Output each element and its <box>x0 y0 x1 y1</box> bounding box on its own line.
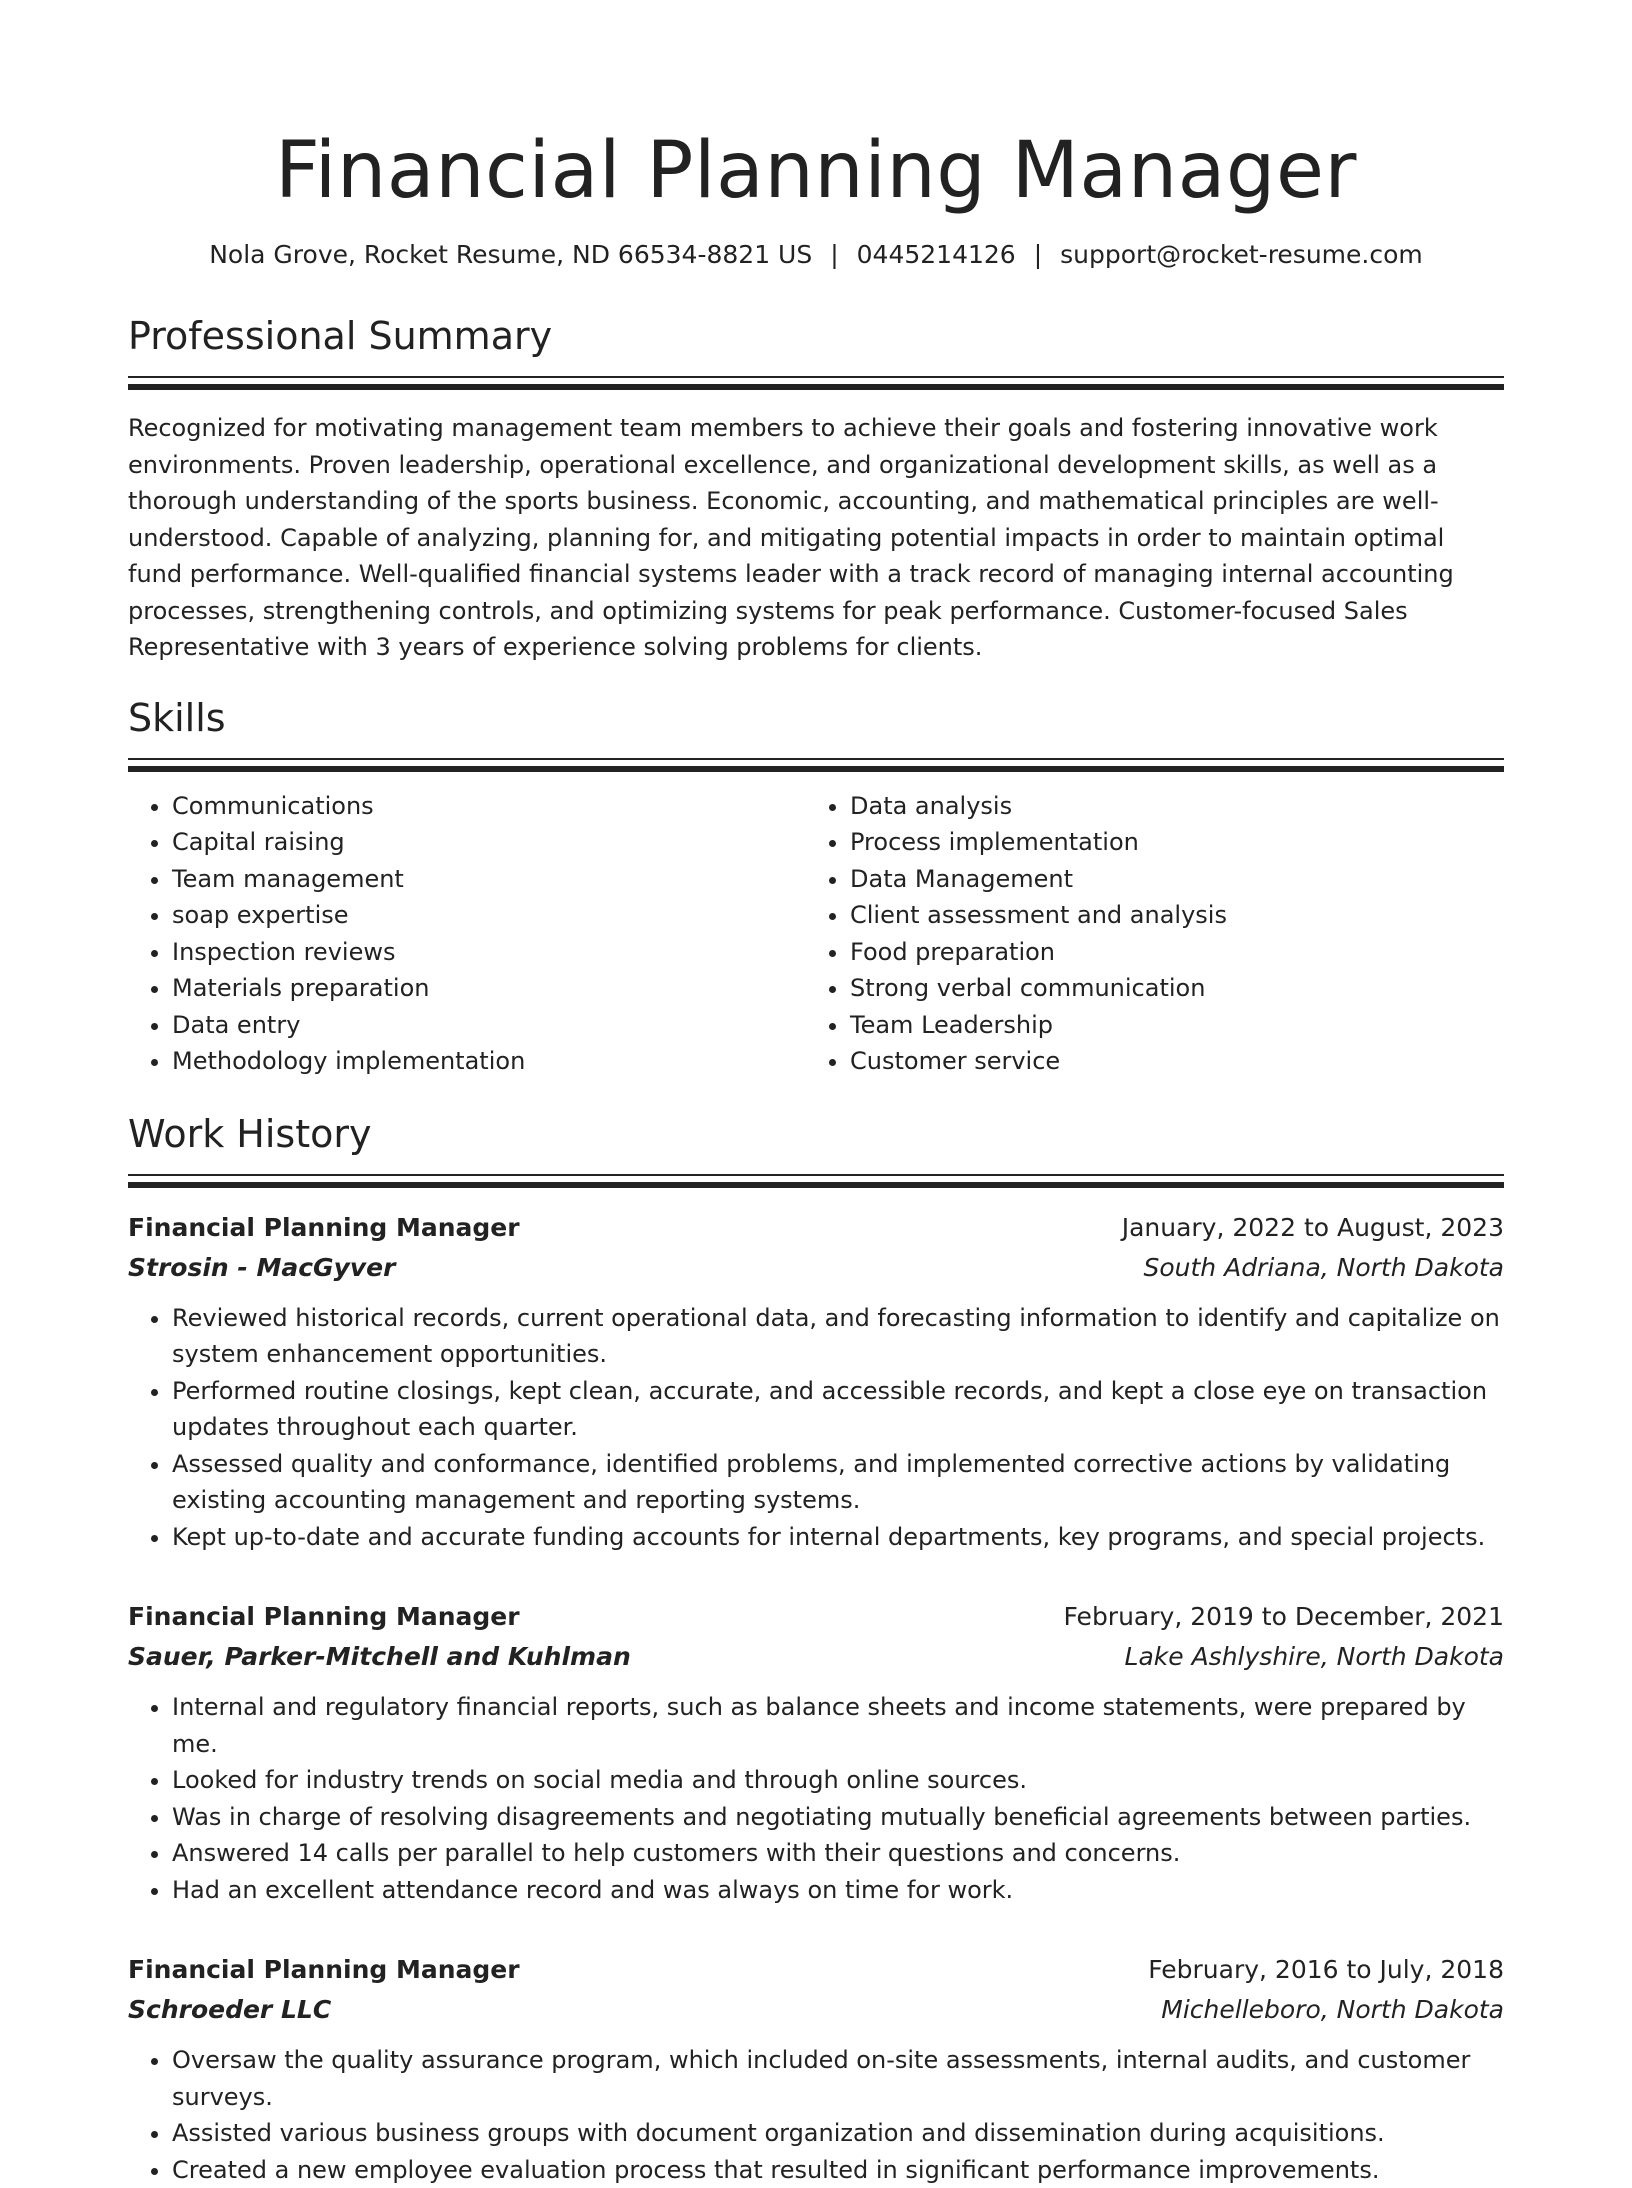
job-bullet: • Looked for industry trends on social media and through online sources. <box>172 1762 1504 1799</box>
job-bullet: • Had an excellent attendance record and was always on time for work. <box>172 1872 1504 1909</box>
section-divider <box>128 376 1504 378</box>
job-title: Financial Planning Manager <box>128 1597 520 1637</box>
job-bullets <box>128 2042 1504 2188</box>
resume-title: Financial Planning Manager <box>128 0 1504 224</box>
job-entry <box>128 1950 1504 2188</box>
work-history-section <box>128 1110 1504 2188</box>
job-company-row <box>128 1248 1504 1288</box>
job-location: South Adriana, North Dakota <box>1143 1248 1504 1288</box>
contact-line <box>128 238 1504 272</box>
job-bullet: • Answered 14 calls per parallel to help customers with their questions and concerns. <box>172 1835 1504 1872</box>
job-dates: January, 2022 to August, 2023 <box>1122 1208 1504 1248</box>
job-bullet: • Assisted various business groups with document organization and dissemination during acquisitions. <box>172 2115 1504 2152</box>
skill-item: • Team Leadership <box>850 1007 1484 1044</box>
summary-heading: Professional Summary <box>128 312 1504 360</box>
job-title: Financial Planning Manager <box>128 1950 520 1990</box>
job-bullet: • Was in charge of resolving disagreements and negotiating mutually beneficial agreements between parties. <box>172 1799 1504 1836</box>
skill-item: • soap expertise <box>172 897 806 934</box>
contact-separator: | <box>830 238 838 272</box>
contact-phone: 0445214126 <box>857 240 1016 269</box>
job-dates: February, 2019 to December, 2021 <box>1064 1597 1504 1637</box>
job-header-row <box>128 1597 1504 1637</box>
skill-item: • Food preparation <box>850 934 1484 971</box>
skills-list-left <box>128 788 806 1080</box>
job-bullets <box>128 1300 1504 1556</box>
skill-item: • Client assessment and analysis <box>850 897 1484 934</box>
section-divider <box>128 1174 1504 1176</box>
skill-item: • Data Management <box>850 861 1484 898</box>
job-location: Lake Ashlyshire, North Dakota <box>1125 1637 1504 1677</box>
job-company-row <box>128 1637 1504 1677</box>
section-divider <box>128 758 1504 760</box>
resume-page <box>128 0 1504 2112</box>
section-divider-thick <box>128 1182 1504 1188</box>
skill-item: • Methodology implementation <box>172 1043 806 1080</box>
job-dates: February, 2016 to July, 2018 <box>1148 1950 1504 1990</box>
job-location: Michelleboro, North Dakota <box>1161 1990 1504 2030</box>
job-company: Strosin - MacGyver <box>128 1248 395 1288</box>
job-bullet: • Created a new employee evaluation process that resulted in significant performance improvements. <box>172 2152 1504 2188</box>
skills-list-right <box>806 788 1484 1080</box>
job-entry <box>128 1597 1504 1908</box>
job-bullet: • Oversaw the quality assurance program, which included on-site assessments, internal audits, and customer surveys. <box>172 2042 1504 2115</box>
skill-item: • Strong verbal communication <box>850 970 1484 1007</box>
job-bullet: • Performed routine closings, kept clean, accurate, and accessible records, and kept a close eye on transaction updates throughout each quarter. <box>172 1373 1504 1446</box>
skill-item: • Customer service <box>850 1043 1484 1080</box>
job-bullet: • Kept up-to-date and accurate funding accounts for internal departments, key programs, and special projects. <box>172 1519 1504 1556</box>
skill-item: • Inspection reviews <box>172 934 806 971</box>
contact-address: Nola Grove, Rocket Resume, ND 66534-8821 US <box>209 240 812 269</box>
skill-item: • Team management <box>172 861 806 898</box>
job-header-row <box>128 1950 1504 1990</box>
skills-section <box>128 694 1504 1080</box>
job-title: Financial Planning Manager <box>128 1208 520 1248</box>
work-history-heading: Work History <box>128 1110 1504 1158</box>
job-company: Schroeder LLC <box>128 1990 331 2030</box>
job-company-row <box>128 1990 1504 2030</box>
section-divider-thick <box>128 384 1504 390</box>
job-bullet: • Reviewed historical records, current operational data, and forecasting information to identify and capitalize on system enhancement opportunities. <box>172 1300 1504 1373</box>
job-bullets <box>128 1689 1504 1908</box>
skills-heading: Skills <box>128 694 1504 742</box>
skill-item: • Capital raising <box>172 824 806 861</box>
contact-email: support@rocket-resume.com <box>1060 240 1423 269</box>
section-divider-thick <box>128 766 1504 772</box>
skills-columns <box>128 788 1504 1080</box>
job-company: Sauer, Parker-Mitchell and Kuhlman <box>128 1637 631 1677</box>
skill-item: • Data analysis <box>850 788 1484 825</box>
job-header-row <box>128 1208 1504 1248</box>
skill-item: • Materials preparation <box>172 970 806 1007</box>
job-bullet: • Internal and regulatory financial reports, such as balance sheets and income statements, were prepared by me. <box>172 1689 1504 1762</box>
contact-separator: | <box>1034 238 1042 272</box>
job-bullet: • Assessed quality and conformance, identified problems, and implemented corrective actions by validating existing accounting management and reporting systems. <box>172 1446 1504 1519</box>
job-entry <box>128 1208 1504 1556</box>
summary-section <box>128 312 1504 666</box>
skill-item: • Communications <box>172 788 806 825</box>
skill-item: • Process implementation <box>850 824 1484 861</box>
summary-text: Recognized for motivating management team members to achieve their goals and fostering innovative work environments. Proven leadership, operational excellence, and organizational development skills, as well as a thorough understanding of the sports business. Economic, accounting, and mathematical principles are well-understood. Capable of analyzing, planning for, and mitigating potential impacts in order to maintain optimal fund performance. Well-qualified financial systems leader with a track record of managing internal accounting processes, strengthening controls, and optimizing systems for peak performance. Customer-focused Sales Representative with 3 years of experience solving problems for clients. <box>128 410 1504 666</box>
skill-item: • Data entry <box>172 1007 806 1044</box>
